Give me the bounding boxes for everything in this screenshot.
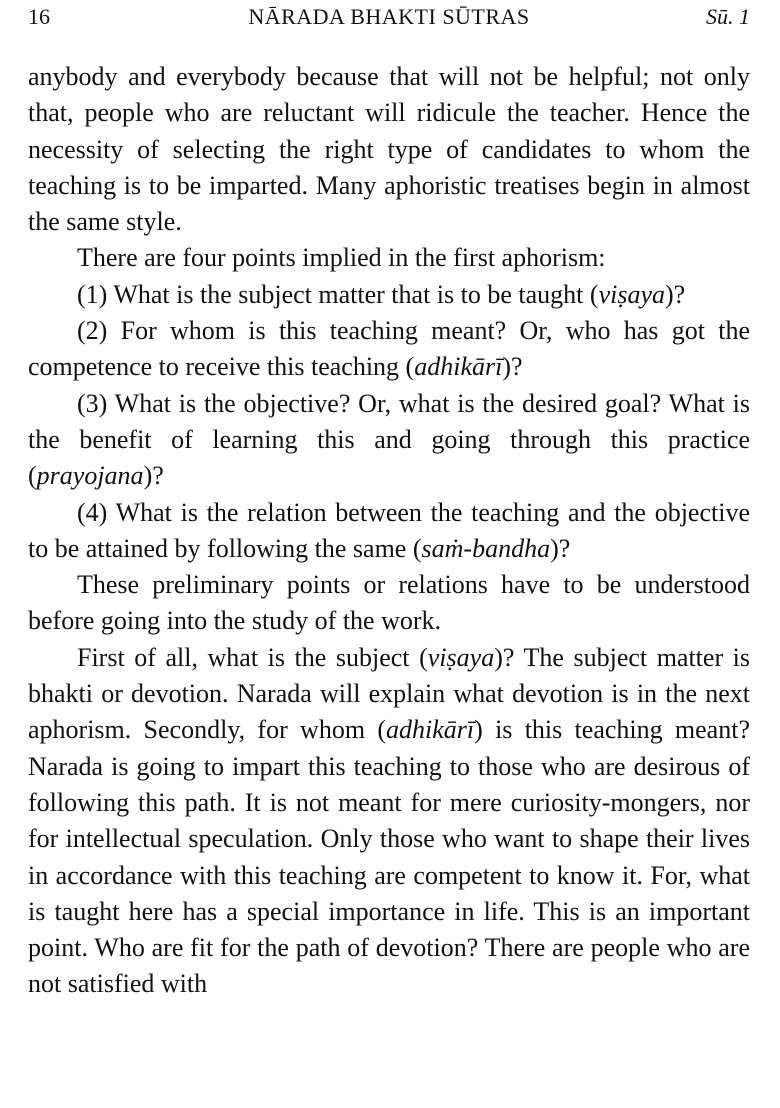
- text-run: ) is this teaching meant? Narada is going to impart this teaching to those who are desirous of following this path. It is not meant for mere curiosity-mongers, nor for intellectual speculation. Only those who want to shape their lives in accordance with this teaching are competent to know it. For, what is taught here has a special importance in life. This is an important point. Who are fit for the path of devotion? There are people who are not satisfied with: [28, 715, 750, 999]
- italic-term: viṣaya: [598, 279, 665, 309]
- text-run: First of all, what is the subject (: [77, 642, 428, 672]
- running-header: [28, 0, 750, 34]
- text-run: (3) What is the objective? Or, what is the desired goal? What is the benefit of learning this and going through this practice (: [28, 388, 750, 491]
- paragraph-p6: [28, 495, 750, 568]
- text-run: )?: [143, 461, 164, 491]
- italic-term: adhikārī: [414, 352, 503, 382]
- text-run: There are four points implied in the first aphorism:: [77, 243, 606, 273]
- paragraph-p2: [28, 240, 750, 276]
- text-run: anybody and everybody because that will not be helpful; not only that, people who are reluctant will ridicule the teacher. Hence the necessity of selecting the right type of candidates to whom the teaching is to be imparted. Many aphoristic treatises begin in almost the same style.: [28, 62, 750, 237]
- paragraph-p5: [28, 386, 750, 495]
- text-run: (2) For whom is this teaching meant? Or, who has got the competence to receive this teaching (: [28, 316, 750, 382]
- section-reference: Sū. 1: [706, 4, 750, 29]
- paragraph-p8: [28, 640, 750, 1003]
- italic-term: adhikārī: [386, 715, 475, 745]
- body-text: [28, 59, 750, 1003]
- text-run: )?: [502, 352, 523, 382]
- book-title: NĀRADA BHAKTI SŪTRAS: [248, 4, 530, 29]
- italic-term: prayojana: [36, 461, 144, 491]
- text-run: )?: [664, 279, 686, 309]
- page-number: 16: [28, 4, 50, 29]
- text-run: These preliminary points or relations have to be understood before going into the study of the work.: [28, 570, 750, 636]
- book-page: [28, 0, 750, 1108]
- paragraph-p7: [28, 567, 750, 640]
- paragraph-p4: [28, 313, 750, 386]
- text-run: )?: [550, 533, 571, 563]
- paragraph-p1: [28, 59, 750, 240]
- italic-term: viṣaya: [427, 642, 495, 672]
- italic-term: saṁ-bandha: [421, 533, 551, 563]
- paragraph-p3: [28, 277, 750, 313]
- text-run: (4) What is the relation between the teaching and the objective to be attained by following the same (: [28, 497, 750, 563]
- text-run: )? The subject matter is bhakti or devotion. Narada will explain what devotion is in the next aphorism. Secondly, for whom (: [28, 642, 751, 745]
- text-run: (1) What is the subject matter that is to be taught (: [77, 279, 599, 309]
